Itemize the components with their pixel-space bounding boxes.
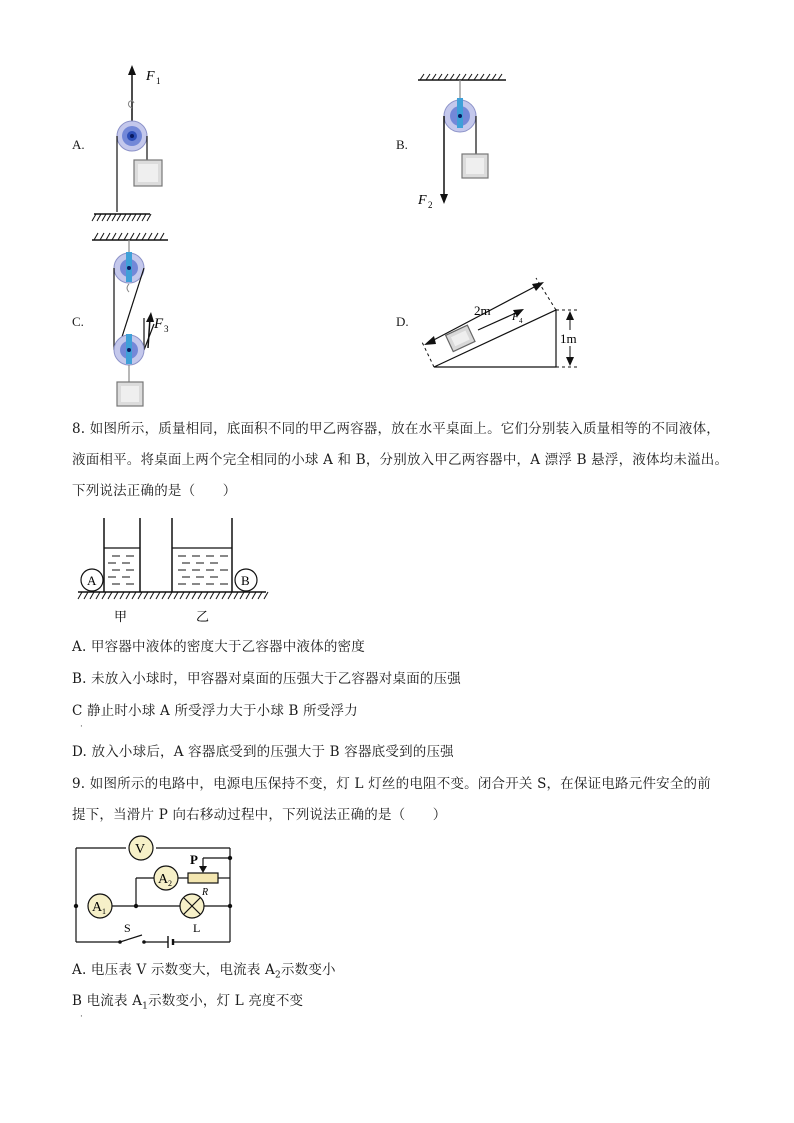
pulley-diagram-c [88,228,198,413]
pulley-diagram-a [88,62,188,227]
q9-stem-line2: 提下，当滑片 P 向右移动过程中，下列说法正确的是（ ） [72,807,447,823]
length-2m-label: 2m [474,303,491,318]
option-b-label: B. [396,137,408,152]
q9-stem-line1: 9. 如图所示的电路中，电源电压保持不变，灯 L 灯丝的电阻不变。闭合开关 S，在保证电路元件安全的前 [72,776,711,792]
f3-label: F [154,316,164,332]
q8-stem-line3: 下列说法正确的是（ ） [72,483,237,499]
decorative-dot: · [80,722,83,732]
lamp-l-label: L [193,921,201,935]
switch-s-label: S [124,921,131,935]
f1-sub: 1 [156,76,161,86]
q8-option-d[interactable]: D. 放入小球后，A 容器底受到的压强大于 B 容器底受到的压强 [72,744,454,760]
q8-option-a[interactable]: A. 甲容器中液体的密度大于乙容器中液体的密度 [72,639,365,655]
meter-a2-sub: 2 [168,879,172,888]
q9-option-b-text2: 示数变小，灯 L 亮度不变 [148,993,304,1009]
q9-option-b[interactable] [72,986,303,1023]
f1-label: F [146,69,155,84]
label-jia: 甲 [114,609,128,624]
switch-s [120,935,142,942]
f4-sub: 4 [519,317,523,325]
containers-diagram [76,512,272,630]
meter-a1-label: A [92,900,103,915]
rheostat-r [188,873,218,883]
meter-a1-sub: 1 [102,907,106,916]
ball-b-label: B [241,573,250,588]
q9-option-a-text2: 示数变小 [280,962,336,978]
option-c-label: C. [72,314,84,329]
label-yi: 乙 [196,609,210,624]
decorative-dot: · [80,1012,83,1022]
f4-label: F [512,311,519,323]
incline-diagram-d [418,270,588,375]
meter-v-label: V [135,842,146,857]
q9-option-a-sub: 2 [275,970,281,981]
q8-option-b[interactable]: B. 未放入小球时，甲容器对桌面的压强大于乙容器对桌面的压强 [72,671,462,687]
height-1m-label: 1m [560,331,577,346]
q9-option-b-text: B 电流表 A [72,993,143,1009]
f3-sub: 3 [164,324,169,334]
q8-option-c[interactable]: C 静止时小球 A 所受浮力大于小球 B 所受浮力 [72,703,358,719]
q8-stem-line1: 8. 如图所示，质量相同，底面积不同的甲乙两容器，放在水平桌面上。它们分别装入质量相等的不同液体， [72,421,720,437]
ball-a-label: A [87,573,97,588]
pulley-diagram-b [410,70,520,215]
option-a-label: A. [72,137,85,152]
option-d-label: D. [396,314,409,329]
meter-a2-label: A [158,872,169,887]
q8-stem-line2: 液面相平。将桌面上两个完全相同的小球 A 和 B，分别放入甲乙两容器中，A 漂浮 B 悬浮，液体均未溢出。 [72,452,729,468]
q9-option-b-sub: 1 [142,1001,149,1012]
q9-option-a-text: A. 电压表 V 示数变大，电流表 A [72,962,276,978]
resistor-r-label: R [202,887,209,898]
f2-sub: 2 [428,200,433,210]
slider-p-label: P [190,852,198,867]
f2-label: F [418,193,427,208]
circuit-diagram [70,834,240,950]
